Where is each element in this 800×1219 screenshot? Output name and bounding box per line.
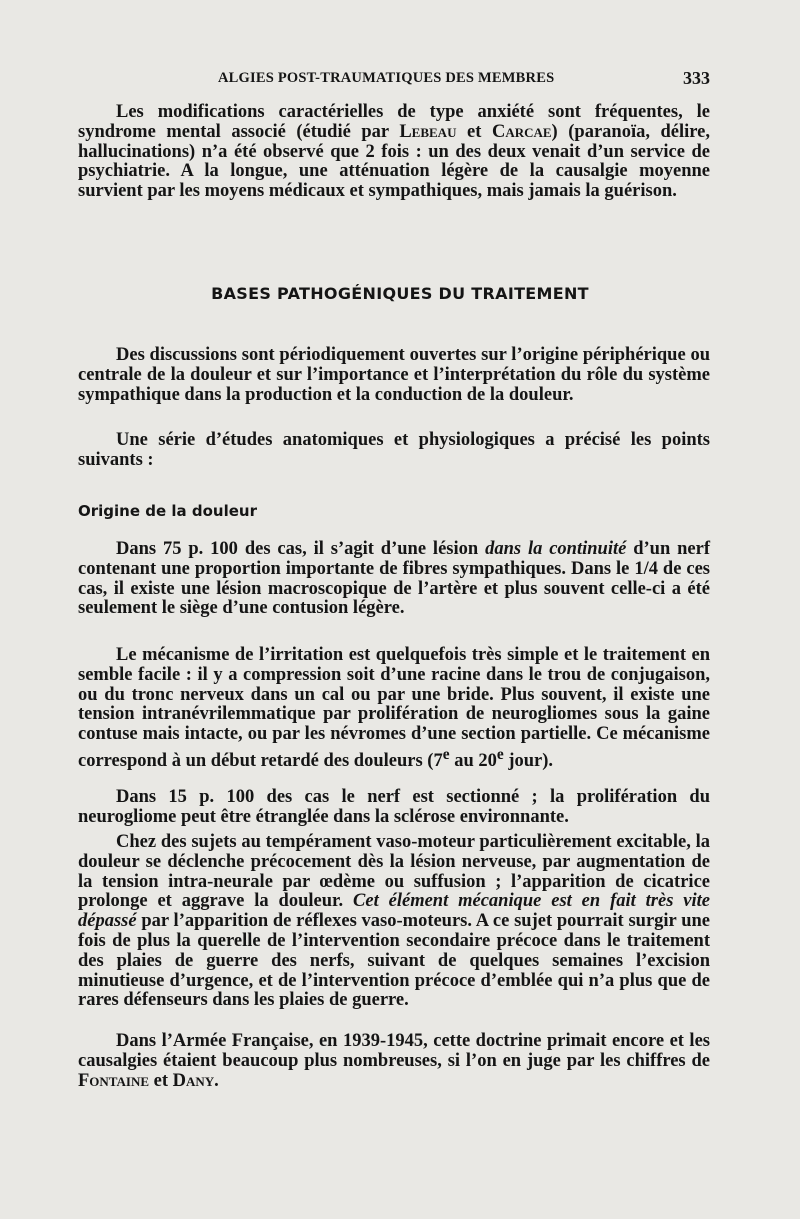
- emphasis: dans la continuité: [485, 539, 627, 559]
- subsection-heading: Origine de la douleur: [78, 502, 257, 520]
- emphasis: Cet élément mécanique est en fait très vite dépassé: [78, 891, 710, 932]
- author-name: Dany: [172, 1070, 215, 1091]
- paragraph-75-percent: Dans 75 p. 100 des cas, il s’agit d’une lésion dans la continuité d’un nerf contenant une proportion importante de fibres sympathiques. Dans le 1/4 de ces cas, il existe une lésion macroscopique de l’artère et plus souvent celle-ci a été seulement le siège d’une contusion légère.: [78, 539, 711, 619]
- section-heading: BASES PATHOGÉNIQUES DU TRAITEMENT: [211, 284, 589, 303]
- paragraph-studies: Une série d’études anatomiques et physiologiques a précisé les points suivants :: [78, 430, 710, 470]
- paragraph-mental-syndrome: Les modifications caractérielles de type anxiété sont fréquentes, le syndrome mental associé (étudié par Lebeau et Carcae) (paranoïa, délire, hallucinations) n’a été observé que 2 fois : un des deux venait d’un service de psychiatrie. A la longue, une atténuation légère de la causalgie moyenne survient par les moyens médicaux et sympathiques, mais jamais la guérison.: [78, 102, 711, 202]
- paragraph-15-percent: Dans 15 p. 100 des cas le nerf est sectionné ; la prolifération du neurogliome peut être étranglée dans la sclérose environnante.: [78, 787, 710, 827]
- paragraph-mechanism: Le mécanisme de l’irritation est quelquefois très simple et le traitement en semble facile : il y a compression soit d’une racine dans le trou de conjugaison, ou du tronc nerveux dans un cal ou par une bride. Plus souvent, il existe une tension intranévrilemmatique par prolifération de neurogliomes sous la gaine contuse mais intacte, ou par les névromes d’une section partielle. Ce mécanisme correspond à un début retardé des douleurs (7e au 20e jour).: [78, 645, 710, 772]
- paragraph-vasomotor: Chez des sujets au tempérament vaso-moteur particulièrement excitable, la douleur se déclenche précocement dès la lésion nerveuse, par augmentation de la tension intra-neurale par œdème ou suffusion ; l’apparition de cicatrice prolonge et aggrave la douleur. Cet élément mécanique est en fait très vite dépassé par l’apparition de réflexes vaso-moteurs. A ce sujet pourrait surgir une fois de plus la querelle de l’intervention secondaire précoce dans le traitement des plaies de guerre des nerfs, suivant de quelques semaines l’excision minutieuse d’urgence, et de l’intervention précoce d’emblée qui n’a plus que de rares défenseurs dans les plaies de guerre.: [78, 832, 710, 1011]
- paragraph-french-army: Dans l’Armée Française, en 1939-1945, cette doctrine primait encore et les causalgies étaient beaucoup plus nombreuses, si l’on en juge par les chiffres de Fontaine et Dany.: [78, 1031, 710, 1091]
- author-name: Lebeau: [399, 121, 457, 142]
- author-name: Fontaine: [78, 1070, 150, 1091]
- paragraph-discussions: Des discussions sont périodiquement ouvertes sur l’origine périphérique ou centrale de la douleur et sur l’importance et l’interprétation du rôle du système sympathique dans la production et la conduction de la douleur.: [78, 345, 710, 405]
- author-name: Carcae: [491, 121, 552, 142]
- running-title: ALGIES POST-TRAUMATIQUES DES MEMBRES: [218, 70, 555, 86]
- page-header: [78, 68, 710, 92]
- page-number: 333: [683, 68, 710, 88]
